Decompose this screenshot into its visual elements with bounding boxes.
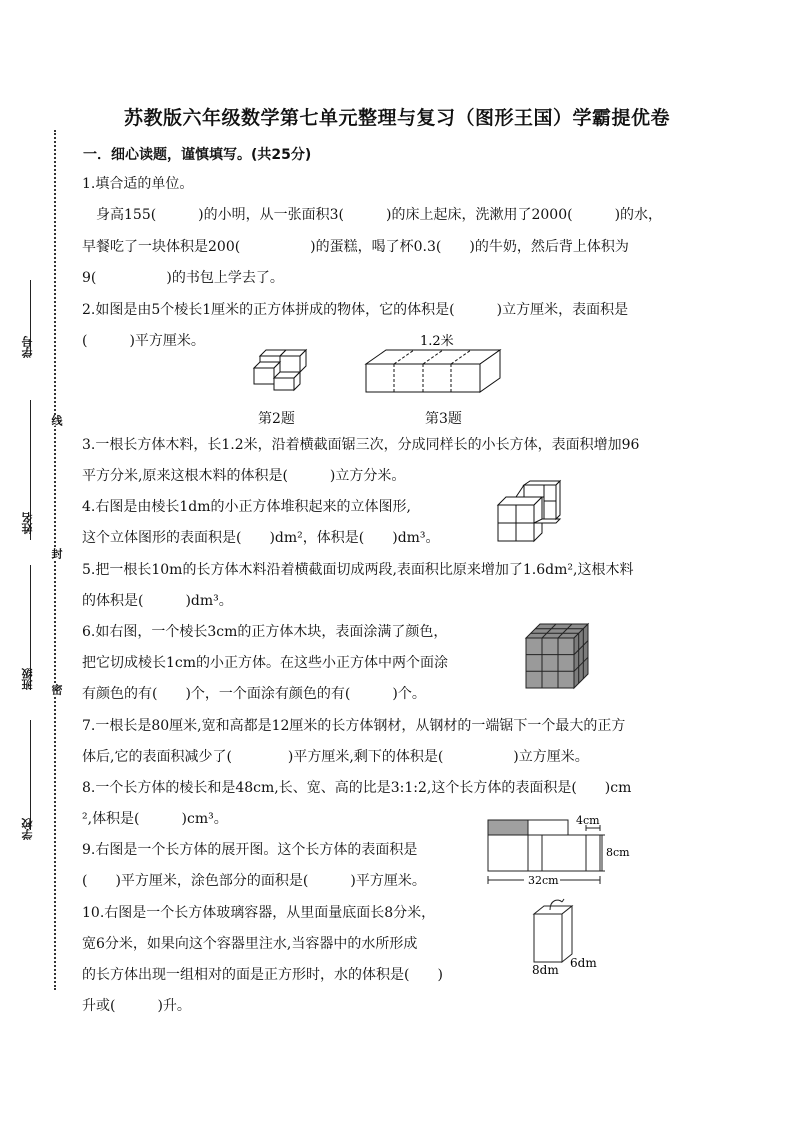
question-line: 宽6分米，如果向这个容器里注水,当容器中的水所形成 (82, 936, 418, 952)
question-line: ( )平方厘米。 (82, 333, 205, 349)
cut-mark-line: 线 (50, 415, 63, 426)
question-line: 2.如图是由5个棱长1厘米的正方体拼成的物体，它的体积是( )立方厘米，表面积是 (82, 302, 629, 318)
figure-q10-label-6dm: 6dm (570, 956, 597, 970)
figure-q3-caption: 第3题 (425, 411, 462, 427)
section-heading: 一．细心读题，谨慎填写。(共25分) (83, 147, 312, 163)
question-line: 体后,它的表面积减少了( )平方厘米,剩下的体积是( )立方厘米。 (82, 749, 589, 765)
figure-q4-stacked-cubes (494, 481, 564, 543)
shaded-face (488, 820, 528, 835)
question-line: 把它切成棱长1cm的小正方体。在这些小正方体中两个面涂 (82, 655, 449, 671)
question-line: ( )平方厘米，涂色部分的面积是( )平方厘米。 (82, 873, 426, 889)
question-line: 4.右图是由棱长1dm的小正方体堆积起来的立体图形, (82, 499, 411, 515)
question-line: 9.右图是一个长方体的展开图。这个长方体的表面积是 (82, 842, 418, 858)
question-line: 的长方体出现一组相对的面是正方形时，水的体积是( ) (82, 967, 443, 983)
question-line: 7.一根长是80厘米,宽和高都是12厘米的长方体钢材，从钢材的一端锯下一个最大的正方 (82, 718, 626, 734)
question-line: 10.右图是一个长方体玻璃容器，从里面量底面长8分米， (82, 905, 436, 921)
figure-q2-cubes (250, 348, 320, 393)
question-line: 的体积是( )dm³。 (82, 593, 233, 609)
figure-q6-rubik-cube (524, 622, 592, 692)
question-line: ²,体积是( )cm³。 (82, 811, 228, 827)
figure-q2-caption: 第2题 (258, 411, 295, 427)
figure-q3-cuboid (360, 330, 510, 395)
question-line: 升或( )升。 (82, 998, 191, 1014)
figure-q10-container (528, 894, 608, 979)
binding-label-school: 学校 (21, 818, 34, 840)
figure-q9-label-8cm: 8cm (606, 846, 630, 859)
cut-mark-secret: 密 (50, 684, 63, 695)
question-line: 平方分米,原来这根木料的体积是( )立方分米。 (82, 468, 406, 484)
binding-label-student-id: 学号 (21, 336, 34, 358)
question-line: 早餐吃了一块体积是200( )的蛋糕，喝了杯0.3( )的牛奶，然后背上体积为 (82, 239, 629, 255)
figure-q9-label-32cm: 32cm (528, 874, 559, 887)
figure-q9-label-4cm: 4cm (576, 814, 600, 827)
figure-q10-label-8dm: 8dm (532, 963, 559, 977)
question-line: 6.如右图，一个棱长3cm的正方体木块，表面涂满了颜色， (82, 624, 448, 640)
question-line: 身高155( )的小明，从一张面积3( )的床上起床，洗漱用了2000( )的水， (82, 207, 663, 223)
figure-q3-length-label: 1.2米 (420, 334, 454, 349)
question-line: 有颜色的有( )个，一个面涂有颜色的有( )个。 (82, 686, 426, 702)
binding-label-name: 姓名 (21, 512, 34, 534)
question-line: 1.填合适的单位。 (82, 176, 194, 192)
question-line: 3.一根长方体木料，长1.2米，沿着横截面锯三次，分成同样长的小长方体，表面积增加96 (82, 437, 640, 453)
figure-q9-net (484, 814, 634, 892)
cut-mark-seal: 封 (50, 548, 63, 559)
binding-line-4 (30, 720, 31, 830)
question-line: 9( )的书包上学去了。 (82, 270, 284, 286)
question-line: 5.把一根长10m的长方体木料沿着横截面切成两段,表面积比原来增加了1.6dm²,这根木料 (82, 562, 634, 578)
question-line: 这个立体图形的表面积是( )dm²，体积是( )dm³。 (82, 530, 440, 546)
binding-label-class: 班级 (21, 668, 34, 690)
page-title: 苏教版六年级数学第七单元整理与复习（图形王国）学霸提优卷 (123, 107, 670, 129)
question-line: 8.一个长方体的棱长和是48cm,长、宽、高的比是3:1:2,这个长方体的表面积是( )cm (82, 780, 632, 796)
binding-dotted-line (54, 130, 56, 990)
